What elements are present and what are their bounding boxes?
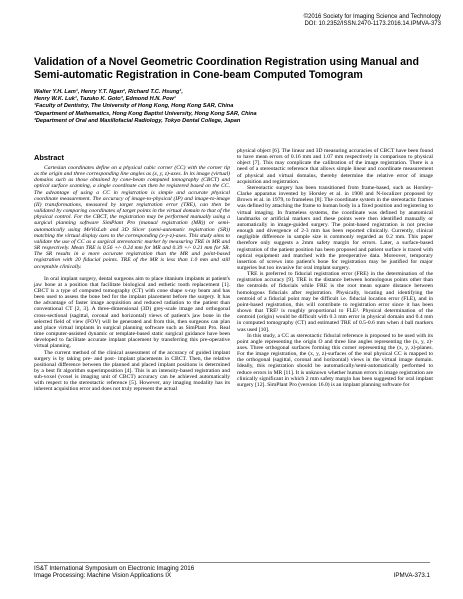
author-line: Walter Y.H. Lam¹, Henry Y.T. Ngan², Richard T.C. Hsung¹,: [34, 89, 183, 95]
copyright-block: [304, 14, 441, 29]
proceedings-line: Image Processing: Machine Vision Applications IX: [34, 572, 172, 580]
doi-line: DOI: 10.2352/ISSN.2470-1173.2016.14.IPMVA-373: [304, 21, 441, 28]
conference-line: IS&T International Symposium on Electronic Imaging 2016: [34, 565, 195, 572]
affiliation: ³Department of Oral and Maxillofacial Radiology, Tokyo Dental College, Japan: [34, 117, 241, 124]
paper-title: Validation of a Novel Geometric Coordination Registration using Manual and Semi-automatic Registration in Cone-beam Computed Tomogram: [34, 56, 419, 81]
affiliation: ²Department of Mathematics, Hong Kong Baptist University, Hong Kong SAR, China: [34, 110, 257, 117]
affiliation: ¹Faculty of Dentistry, The University of Hong Kong, Hong Kong SAR, China: [34, 103, 234, 110]
intro-paragraph: In oral implant surgery, dental surgeons aim to place titanium implants at patient's jaw bone at a position that facilitate biological and esthetic tooth replacement [1]. CBCT is a type of computed tomography (CT) with cone shape x-ray beam and has been used to assess the bone bed for the implant placement before the surgery. It has the advantage of faster image acquisition and reduced radiation to the patient than conventional CT [2, 3]. A three-dimensional (3D) grey-scale image and orthogonal cross-sectional (sagittal, coronal and horizontal) views of patient's jaw bone in the selected field of view (FOV) will be generated and from this, then surgeons can plan and place virtual implants in surgical planning software such as SimPlant Pro. Real time computer-assisted dynamic or template-based static surgical guidance have been developed to facilitate accurate implant placement by transferring this pre-operative virtual planning.: [34, 275, 230, 350]
author-block: [34, 89, 434, 125]
body-paragraph: TRE is preferred to fiducial registration error (FRE) in the determination of the registration accuracy [9]. TRE is the distance between homologous points other than the centroids of fiducials while FRE is the root mean square distance between homologous fiducials after registration. Physically, locating and identifying the centroid of a fiducial point may be difficult i.e. fiducial location error (FLE), and in point-based registration, this will contribute to registration error since it has been shown that TRE² is roughly proportional to FLE². Physical determination of the centroid (origin) would be difficult with 0.3 mm error in physical domain and 0.4 mm in computed tomography (CT) and estimated TRE of 0.5-0.6 mm when 4 ball markers was used [10].: [237, 271, 433, 333]
intro-paragraph: The current method of the clinical assessment of the accuracy of guided implant surgery is by taking pre- and post- implant placements in CBCT. Then, the relative positional difference between the planned and placed implant positions is determined by a best fit algorithm superimposition [4]. This is an intensity-based registration and sub-voxel (voxel is imaging unit of CBCT) accuracy can be achieved automatically with respect to the stereotactic reference [5]. However, any imaging modality has its inherent acquisition error and does not truly represent the actual: [34, 349, 230, 393]
copyright-line: ©2016 Society for Imaging Science and Technology: [303, 14, 441, 20]
body-paragraph: In this study, a CC as stereotactic fiducial reference is proposed to be used with its point angle representing the origin O and three line angles representing the (x, y, z)-axes. Three orthogonal surfaces forming this corner representing the (x, y, z)-planes. For the image registration, the (x, y, z)-surfaces of the real physical CC is mapped to the orthogonal (sagittal, coronal and horizontal) views in the virtual image domain. Ideally, this registration should be automatically/semi-automatically performed to reduce errors in MR [11]. It is unknown whether human errors in image registration are clinically significant in which 2 mm safety margin has been suggested for oral implant surgery [12]. SimPlant Pro (version 16.0) is an implant planning software for: [237, 332, 433, 388]
author-line: Henry W.K. Luk¹, Tazuko K. Goto³, Edmond H.N. Pow¹: [34, 96, 176, 103]
page-id: IPMVA-373.1: [393, 572, 430, 579]
page-footer: [34, 562, 430, 580]
left-column: [34, 148, 230, 393]
abstract-heading: Abstract: [34, 153, 64, 162]
body-paragraph: physical object [6]. The linear and 3D measuring accuracies of CBCT have been found to have mean errors of 0.16 mm and 1.07 mm respectively in comparison to physical object [7]. This may complicate the calibration of the image registration. There is a need of a stereotactic reference that allows simple linear and coordinate measurement of physical and virtual domains, thereby determine the relative error of image acquisition and registration.: [237, 148, 433, 185]
body-paragraph: Stereotactic surgery has been transitioned from frame-based, such as Horsley-Clarke apparatus invented by Horsley et al. in 1908 and N-localizer proposed by Brown et al. in 1979, to frameless [8]. The coordinate system in the stereotactic frames was defined by attaching the frame to human body in a fixed position and registering to virtual imaging. In frameless systems, the coordinate was defined by anatomical landmarks or artificial markers and these points were then identified manually or automatically in image-guided surgery. The point-based registration is not precise enough and divergence of 2-3 mm has been reported clinically. Currently, clinical negligible difference in sample size is commonly regarded as 0.2 mm. This paper therefore only suggests a 2mm safety margin for errors. Later, a surface-based registration of the patient position has been proposed and patient surface is traced with optical equipment and matched with the preoperative data. Moreover, temporary insertion of screws into patient's bone for registration may be justified for major surgeries but too invasive for oral implant surgery.: [237, 184, 433, 271]
right-column: [237, 148, 433, 388]
abstract-text: Cartesian coordinates define on a physical cubic corner (CC) with the corner tip as the origin and three corresponding line angles as (x, y, z)-axes. In its image (virtual) domains such as those obtained by cone-beam computed tomography (CBCT) and optical surface scanning, a single coordinate can then be registered based on the CC. The advantage of using a CC in registration is simple and accurate physical coordinate measurement. The accuracy of image-to-physical (IP) and image-to-image (II) transformations, measured by target registration error (TRE), can then be validated by comparing coordinates of target points in the virtual domain to that of the physical control. For the CBCT, the registration may be performed manually using a surgical planning software SimPlant Pro (manual registration (MR)) or semi-automatically using MeVisLab and 3D Slicer (semi-automatic registration (SR)) matching the virtual display axes to the corresponding (x-y-z)-axes. This study aims to validate the use of CC as a surgical stereotactic marker by measuring TRE in MR and SR respectively. Mean TRE is 0.56 +/- 0.24 mm for MR and 0.39 +/- 0.21 mm for SR. The SR results in a more accurate registration than the MR and point-based registration with 20 fiducial points. TRE of the MR is less than 1.0 mm and still acceptable clinically.: [34, 165, 230, 270]
